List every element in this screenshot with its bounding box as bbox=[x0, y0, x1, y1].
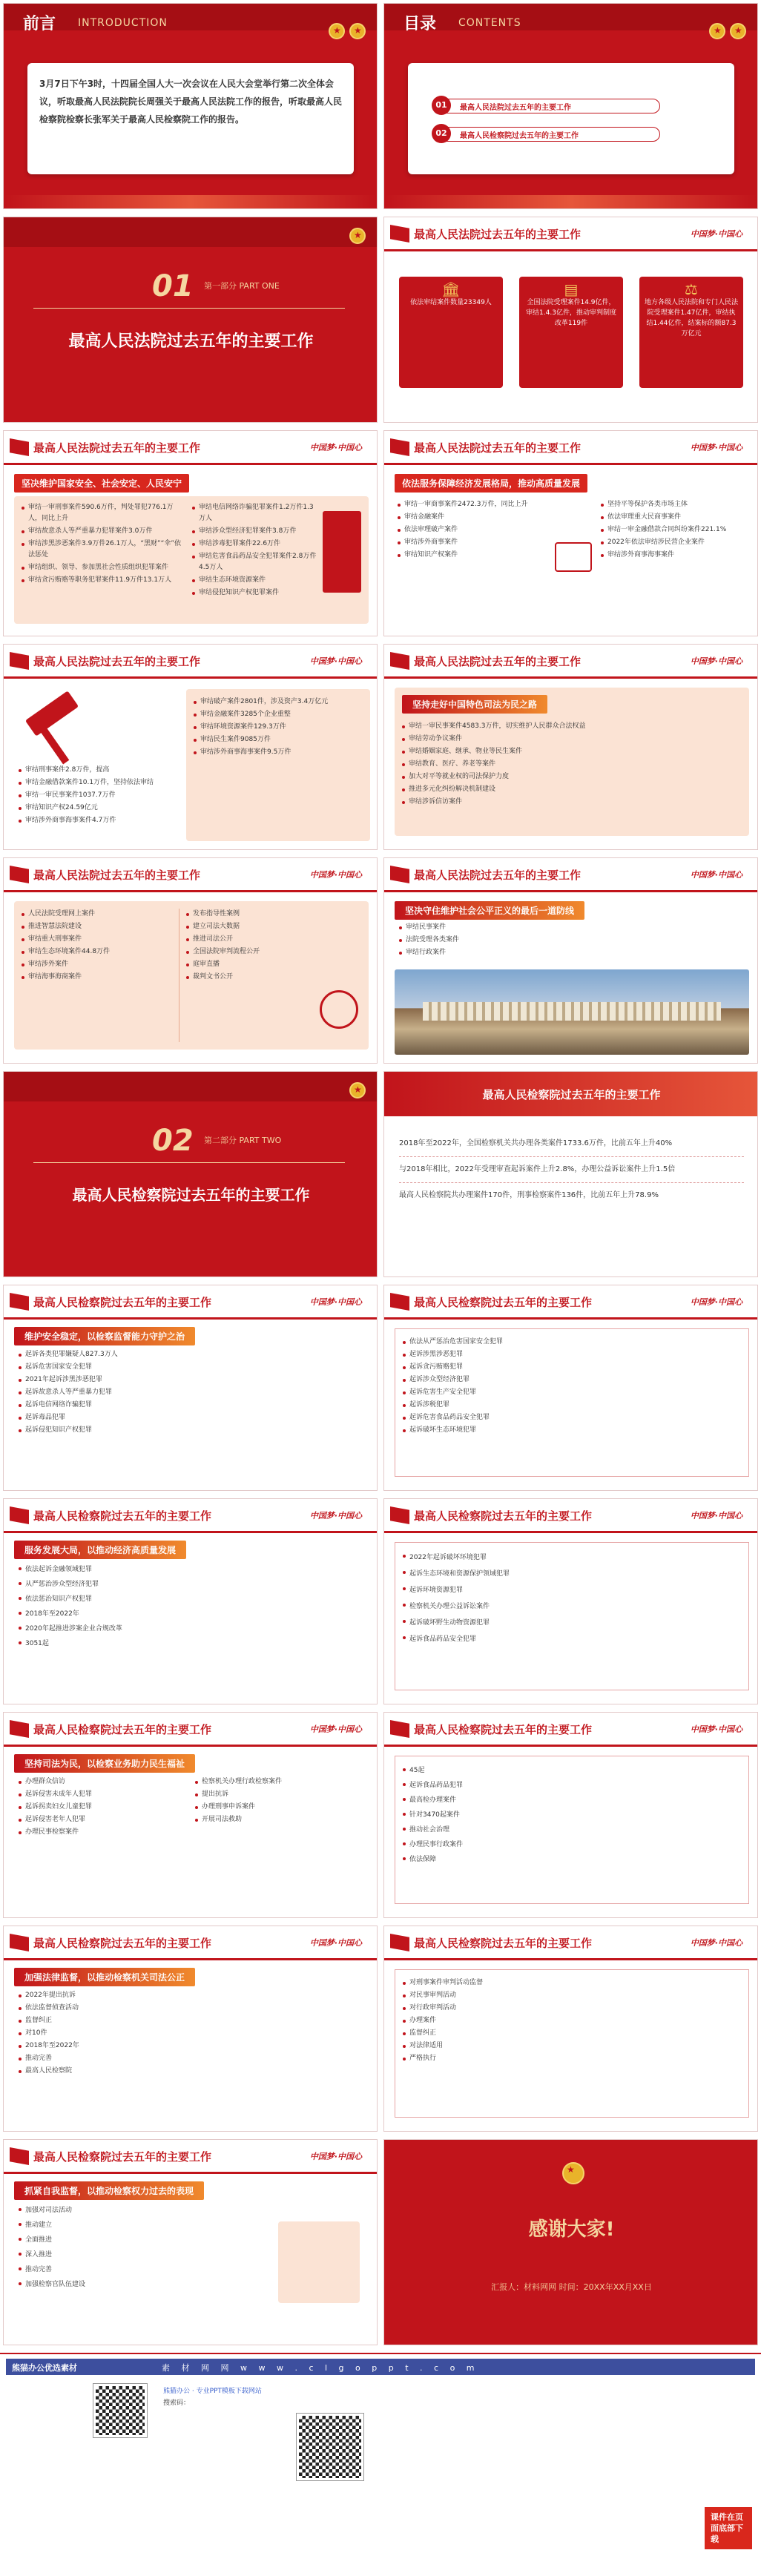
slide-proc-trial: 最高人民检察院过去五年的主要工作 中国梦·中国心 对刑事案件审判活动监督 对民事审判活动 对行政审判活动 办理案件 监督纠正 对法律适用 严格执行 bbox=[383, 1926, 758, 2132]
target-icon bbox=[320, 990, 358, 1029]
logo-text: 中国梦·中国心 bbox=[690, 656, 742, 666]
logo-text: 中国梦·中国心 bbox=[690, 229, 742, 239]
slide-title-en: CONTENTS bbox=[458, 17, 521, 29]
ad-line: 熊猫办公 · 专业PPT模板下载网站 bbox=[163, 2388, 262, 2395]
slide-title: 前言 bbox=[23, 15, 56, 33]
court-icon: 🏛 bbox=[441, 280, 461, 298]
slide-thanks bbox=[383, 2139, 758, 2345]
stat-card: 🏛 依法审结案件数量23349人 bbox=[399, 277, 503, 388]
contents-item[interactable]: 最高人民检察院过去五年的主要工作 bbox=[460, 132, 579, 140]
slide-header: 最高人民法院过去五年的主要工作 bbox=[414, 655, 582, 668]
download-button[interactable]: 课件在页面底部下载 bbox=[705, 2507, 752, 2549]
slide-part-two bbox=[3, 1071, 378, 1277]
emblem-icon bbox=[730, 23, 746, 39]
thanks-title: 感谢大家! bbox=[528, 2218, 615, 2241]
document-icon: ▤ bbox=[564, 280, 579, 298]
logo-text: 中国梦·中国心 bbox=[309, 1725, 362, 1734]
section-label: 坚决守住维护社会公平正义的最后一道防线 bbox=[395, 901, 584, 920]
logo-text: 中国梦·中国心 bbox=[690, 1297, 742, 1307]
illustration bbox=[278, 2221, 360, 2303]
slide-header: 最高人民检察院过去五年的主要工作 bbox=[414, 1937, 593, 1950]
contents-num: 02 bbox=[432, 124, 451, 143]
slide-header: 最高人民法院过去五年的主要工作 bbox=[414, 228, 582, 241]
emblem-icon bbox=[349, 1082, 366, 1098]
section-label: 坚持司法为民，以检察业务助力民生福祉 bbox=[14, 1754, 195, 1773]
logo-text: 中国梦·中国心 bbox=[690, 1511, 742, 1521]
slide-header: 最高人民检察院过去五年的主要工作 bbox=[33, 1296, 212, 1309]
stat-card: ▤ 全国法院受理案件14.9亿件，审结1.4.3亿件，推动审判制度改革119件 bbox=[519, 277, 623, 388]
logo-text: 中国梦·中国心 bbox=[690, 1938, 742, 1948]
slide-court-security: 最高人民法院过去五年的主要工作 中国梦·中国心 坚决维护国家安全、社会安定、人民安宁 审结一审刑事案件590.6万件，判处罪犯776.1万人，同比上升 审结故意杀人等严重暴力犯罪案件3.0万件 审结涉黑涉恶案件3.9万件26.1万人，“黑财”“伞”依法惩处 审结组织、领导、参加黑社会性质组织犯罪案件 审结贪污贿赂等职务犯罪案件11.9万件13.1万人 审结电信网络诈骗犯罪案件1.2万件1.3万人 审结涉众型经济犯罪案件3.8万件 审结涉毒犯罪案件22.6万件 审结危害食品药品安全犯罪案件2.8万件4.5万人 审结生态环境资源案件 审结侵犯知识产权犯罪案件 bbox=[3, 430, 378, 636]
slide-proc-people: 最高人民检察院过去五年的主要工作 中国梦·中国心 坚持司法为民，以检察业务助力民生福祉 办理群众信访 起诉侵害未成年人犯罪 起诉拐卖妇女儿童犯罪 起诉侵害老年人犯罪 办理民事检察案件 检察机关办理行政检察案件 提出抗诉 办理刑事申诉案件 开展司法救助 bbox=[3, 1712, 378, 1918]
slide-court-cases: 最高人民法院过去五年的主要工作 中国梦·中国心 审结刑事案件2.8万件，提高 审结金融借款案件10.1万件，坚持依法审结 审结一审民事案件1037.7万件 审结知识产权24.59亿元 审结涉外商事海事案件4.7万件 审结破产案件2801件，涉及资产3.4万亿元 审结金融案件3285个企业重整 审结环境资源案件129.3万件 审结民生案件9085万件 审结涉外商事海事案件9.5万件 bbox=[3, 644, 378, 850]
intro-text: 3月7日下午3时，十四届全国人大一次会议在人民大会堂举行第二次全体会议，听取最高人民法院院长周强关于最高人民法院工作的报告，听取最高人民检察院检察长张军关于最高人民检察院工作的报告。 bbox=[39, 79, 343, 125]
slide-contents bbox=[383, 3, 758, 209]
slide-header: 最高人民检察院过去五年的主要工作 bbox=[414, 1296, 593, 1309]
emblem-icon bbox=[349, 23, 366, 39]
scales-icon: ⚖ bbox=[685, 280, 698, 298]
qr-code bbox=[93, 2384, 147, 2437]
slide-header: 最高人民法院过去五年的主要工作 bbox=[414, 441, 582, 455]
book-icon bbox=[323, 511, 361, 593]
ad-site: 素 材 网 网 w w w . c l g o p p t . c o m bbox=[162, 2363, 479, 2373]
gavel-icon bbox=[25, 691, 79, 736]
logo-text: 中国梦·中国心 bbox=[309, 443, 362, 452]
slide-header: 最高人民检察院过去五年的主要工作 bbox=[414, 1723, 593, 1736]
part-label: 第二部分 PART TWO bbox=[204, 1136, 282, 1145]
slide-header: 最高人民检察院过去五年的主要工作 bbox=[33, 1723, 212, 1736]
slide-proc-security: 最高人民检察院过去五年的主要工作 中国梦·中国心 维护安全稳定，以检察监督能力守护之治 起诉各类犯罪嫌疑人827.3万人 起诉危害国家安全犯罪 2021年起诉涉黑涉恶犯罪 起诉故意杀人等严重暴力犯罪 起诉电信网络诈骗犯罪 起诉毒品犯罪 起诉侵犯知识产权犯罪 bbox=[3, 1285, 378, 1491]
slide-header: 最高人民法院过去五年的主要工作 bbox=[33, 441, 201, 455]
logo-text: 中国梦·中国心 bbox=[309, 2152, 362, 2161]
logo-text: 中国梦·中国心 bbox=[309, 1511, 362, 1521]
logo-text: 中国梦·中国心 bbox=[309, 1297, 362, 1307]
slide-title: 目录 bbox=[403, 15, 437, 33]
ad-footer bbox=[0, 2353, 761, 2554]
slide-court-people: 最高人民法院过去五年的主要工作 中国梦·中国心 坚持走好中国特色司法为民之路 审结一审民事案件4583.3万件，切实维护人民群众合法权益 审结劳动争议案件 审结婚姻家庭、继承、物业等民生案件 审结教育、医疗、养老等案件 加大对平等就业权的司法保护力度 推进多元化纠纷解决机制建设 审结涉诉信访案件 bbox=[383, 644, 758, 850]
slide-proc-supervision: 最高人民检察院过去五年的主要工作 中国梦·中国心 加强法律监督，以推动检察机关司法公正 2022年提出抗诉 依法监督侦查活动 监督纠正 对10件 2018年至2022年 推动完善 最高人民检察院 bbox=[3, 1926, 378, 2132]
ad-banner[interactable] bbox=[6, 2359, 755, 2375]
slide-proc-self: 最高人民检察院过去五年的主要工作 中国梦·中国心 抓紧自我监督，以推动检察权力过去的表现 加强对司法活动 推动建立 全面推进 深入推进 推动完善 加强检察官队伍建设 bbox=[3, 2139, 378, 2345]
emblem-icon bbox=[329, 23, 345, 39]
great-hall-photo bbox=[395, 969, 749, 1055]
slide-header: 最高人民法院过去五年的主要工作 bbox=[414, 869, 582, 882]
emblem-icon bbox=[349, 228, 366, 244]
part-number: 02 bbox=[152, 1124, 194, 1158]
part-label: 第一部分 PART ONE bbox=[204, 281, 280, 291]
slide-proc-economy: 最高人民检察院过去五年的主要工作 中国梦·中国心 服务发展大局，以推动经济高质量发展 依法起诉金融领域犯罪 从严惩治涉众型经济犯罪 依法惩治知识产权犯罪 2018年至2022年 2020年起推进涉案企业合规改革 3051起 bbox=[3, 1498, 378, 1704]
slide-court-smart: 最高人民法院过去五年的主要工作 中国梦·中国心 人民法院受理网上案件 推进智慧法院建设 审结重大刑事案件 审结生态环境案件44.8万件 审结涉外案件 审结海事海商案件 发布指导性案例 建立司法大数据 推进司法公开 全国法院审判流程公开 庭审直播 裁判文书公开 bbox=[3, 857, 378, 1064]
document-icon bbox=[555, 542, 592, 572]
slide-header: 最高人民检察院过去五年的主要工作 bbox=[414, 1509, 593, 1523]
slide-court-stats bbox=[383, 217, 758, 423]
part-title: 最高人民法院过去五年的主要工作 bbox=[68, 332, 314, 351]
logo-text: 中国梦·中国心 bbox=[690, 1725, 742, 1734]
slide-proc-crime: 最高人民检察院过去五年的主要工作 中国梦·中国心 依法从严惩治危害国家安全犯罪 起诉涉黑涉恶犯罪 起诉贪污贿赂犯罪 起诉涉众型经济犯罪 起诉危害生产安全犯罪 起诉涉税犯罪 起诉危害食品药品安全犯罪 起诉破坏生态环境犯罪 bbox=[383, 1285, 758, 1491]
section-label: 抓紧自我监督，以推动检察权力过去的表现 bbox=[14, 2181, 204, 2200]
logo-text: 中国梦·中国心 bbox=[690, 870, 742, 880]
slide-court-justice: 最高人民法院过去五年的主要工作 中国梦·中国心 坚决守住维护社会公平正义的最后一道防线 审结民事案件 法院受理各类案件 审结行政案件 bbox=[383, 857, 758, 1064]
ad-brand: 熊猫办公优选素材 bbox=[12, 2363, 77, 2373]
emblem-icon bbox=[562, 2162, 584, 2184]
slide-header: 最高人民法院过去五年的主要工作 bbox=[33, 655, 201, 668]
slide-header: 最高人民检察院过去五年的主要工作 bbox=[33, 1509, 212, 1523]
logo-text: 中国梦·中国心 bbox=[309, 656, 362, 666]
slide-header: 最高人民检察院过去五年的主要工作 bbox=[33, 2150, 212, 2164]
part-title: 最高人民检察院过去五年的主要工作 bbox=[72, 1186, 310, 1204]
section-label: 维护安全稳定，以检察监督能力守护之治 bbox=[14, 1327, 195, 1345]
contents-item[interactable]: 最高人民法院过去五年的主要工作 bbox=[460, 104, 571, 112]
presenter-info: 汇报人：材料网网 时间：20XX年XX月XX日 bbox=[491, 2282, 652, 2292]
contents-num: 01 bbox=[432, 96, 451, 115]
slide-court-economy: 最高人民法院过去五年的主要工作 中国梦·中国心 依法服务保障经济发展格局，推动高质量发展 审结一审商事案件2472.3万件，同比上升 审结金融案件 依法审理破产案件 审结涉外商事案件 审结知识产权案件 坚持平等保护各类市场主体 依法审理重大民商事案件 审结一审金融借款合同纠纷案件221.1% 2022年依法审结涉民营企业案件 审结涉外商事海事案件 bbox=[383, 430, 758, 636]
stat-card: ⚖ 地方各级人民法院和专门人民法院受理案件1.47亿件，审结执结1.44亿件，结案标的额87.3万亿元 bbox=[639, 277, 743, 388]
section-label: 坚决维护国家安全、社会安定、人民安宁 bbox=[14, 474, 189, 493]
logo-text: 中国梦·中国心 bbox=[309, 870, 362, 880]
slide-header: 最高人民检察院过去五年的主要工作 bbox=[482, 1088, 661, 1101]
emblem-icon bbox=[709, 23, 725, 39]
ad-line: 搜索码： bbox=[163, 2399, 191, 2407]
qr-code bbox=[297, 2414, 363, 2480]
section-label: 服务发展大局，以推动经济高质量发展 bbox=[14, 1541, 186, 1559]
slide-header: 最高人民法院过去五年的主要工作 bbox=[33, 869, 201, 882]
logo-text: 中国梦·中国心 bbox=[690, 443, 742, 452]
slide-proc-governance: 最高人民检察院过去五年的主要工作 中国梦·中国心 45起 起诉食品药品犯罪 最高检办理案件 针对3470起案件 推动社会治理 办理民事行政案件 依法保障 bbox=[383, 1712, 758, 1918]
part-number: 01 bbox=[152, 269, 194, 303]
slide-intro bbox=[3, 3, 378, 209]
logo-text: 中国梦·中国心 bbox=[309, 1938, 362, 1948]
section-label: 依法服务保障经济发展格局，推动高质量发展 bbox=[395, 474, 587, 493]
slide-proc-overview: 最高人民检察院过去五年的主要工作 2018年至2022年，全国检察机关共办理各类案件1733.6万件，比前五年上升40% 与2018年相比，2022年受理审查起诉案件上升2.8%，办理公益诉讼案件上升1.5倍 最高人民检察院共办理案件170件，刑事检察案件136件，比前五年上升78.9% bbox=[383, 1071, 758, 1277]
section-label: 坚持走好中国特色司法为民之路 bbox=[402, 695, 547, 714]
slide-header: 最高人民检察院过去五年的主要工作 bbox=[33, 1937, 212, 1950]
slide-proc-environment: 最高人民检察院过去五年的主要工作 中国梦·中国心 2022年起诉破坏环境犯罪 起诉生态环境和资源保护领域犯罪 起诉环境资源犯罪 检察机关办理公益诉讼案件 起诉破坏野生动物资源犯罪 起诉食品药品安全犯罪 bbox=[383, 1498, 758, 1704]
slide-part-one bbox=[3, 217, 378, 423]
slide-title-en: INTRODUCTION bbox=[78, 17, 168, 29]
section-label: 加强法律监督，以推动检察机关司法公正 bbox=[14, 1968, 195, 1986]
